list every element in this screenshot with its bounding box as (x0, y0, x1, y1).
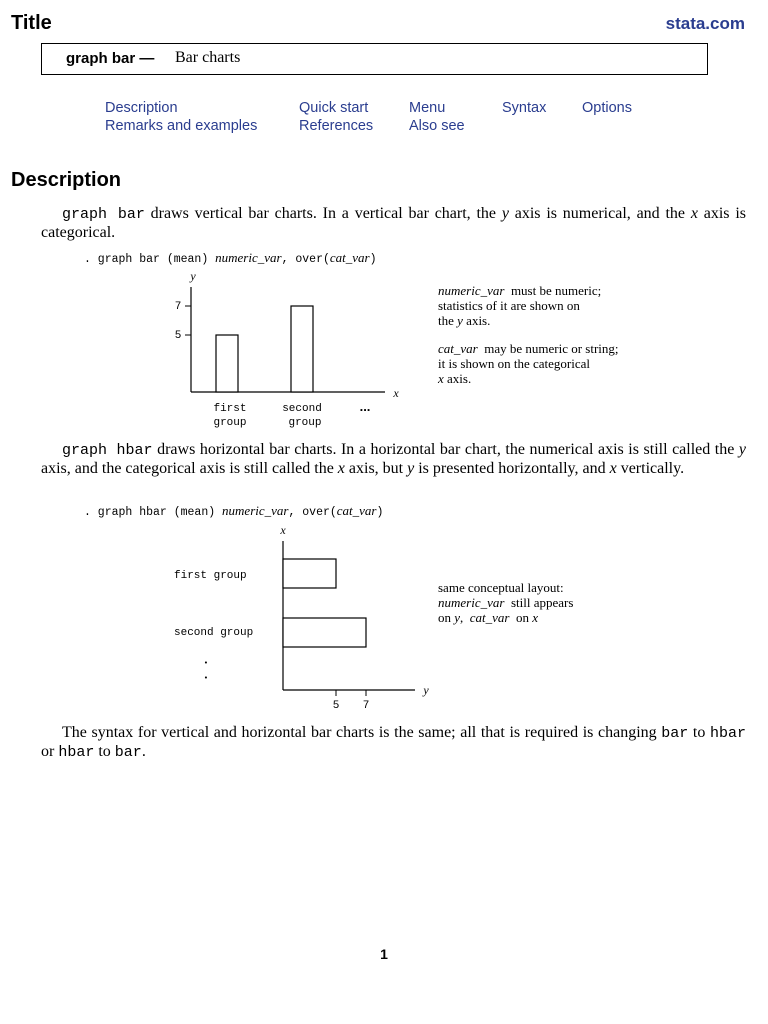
inline-code: graph bar (62, 206, 145, 223)
v-ellipsis: ... (359, 399, 371, 414)
note-var: numeric_var (438, 283, 505, 298)
text: axis, but (344, 459, 408, 477)
note-text: still appears (504, 595, 574, 610)
hbar-note (438, 580, 573, 625)
math-var: x (609, 459, 617, 477)
nav-references[interactable]: References (299, 118, 374, 134)
v-x-axis-label: x (393, 386, 399, 400)
inline-code: graph hbar (62, 442, 153, 459)
note-text: same conceptual layout: (438, 580, 564, 595)
note-var: x (438, 371, 444, 386)
note-var: y (454, 610, 461, 625)
code-text: , over( (281, 253, 330, 266)
text: axis is numerical, and the (508, 205, 691, 222)
note-text: on (438, 610, 455, 625)
inline-code: hbar (58, 743, 95, 761)
text: axis, and the categorical axis is still called the (41, 459, 338, 477)
page-title: Title (11, 12, 52, 34)
v-tick-label-5: 5 (174, 330, 182, 342)
nav-also-see[interactable]: Also see (409, 118, 465, 134)
h-cat-label-first: first group (174, 570, 247, 582)
nav-quick-start[interactable]: Quick start (299, 100, 369, 116)
text: to (94, 742, 115, 760)
v-y-axis-label: y (190, 269, 196, 283)
note-var: cat_var (469, 610, 510, 625)
note-text: it is shown on the categorical (438, 356, 590, 371)
command-name: graph bar — (66, 50, 155, 67)
section-heading: Description (11, 169, 122, 191)
note-text: must be numeric; (504, 283, 602, 298)
h-tick-label-5: 5 (332, 700, 340, 712)
inline-code: bar (661, 725, 689, 742)
code-text: . graph bar (mean) (84, 253, 216, 266)
code-text: . graph hbar (mean) (84, 506, 223, 519)
note-text: statistics of it are shown on (438, 298, 580, 313)
text: axis is categorical. (41, 205, 747, 241)
text: vertically. (616, 459, 685, 477)
note-var: y (457, 313, 463, 328)
description-paragraph-3 (41, 724, 746, 761)
v-cat-label-2a: second (282, 403, 322, 415)
note-text: , (460, 610, 470, 625)
h-bar-first-group (283, 559, 336, 588)
text: The syntax for vertical and horizontal bar charts is the same; all that is required is changing (62, 724, 662, 741)
code-var: numeric_var (215, 250, 282, 265)
h-x-axis-label: x (280, 523, 286, 537)
inline-code: bar (114, 743, 142, 761)
inline-code: hbar (709, 725, 746, 742)
math-var: y (738, 441, 747, 458)
command-subtitle: Bar charts (175, 49, 241, 66)
v-cat-label-2b: group (288, 417, 322, 429)
v-cat-label-1a: first (213, 403, 247, 415)
h-continuation-dot-2: • (203, 674, 209, 682)
text: draws horizontal bar charts. In a horizontal bar chart, the numerical axis is still called the (152, 441, 739, 458)
nav-description[interactable]: Description (105, 100, 178, 116)
note-text: on (509, 610, 533, 625)
note-var: cat_var (438, 341, 478, 356)
nav-options[interactable]: Options (582, 100, 632, 116)
nav-remarks[interactable]: Remarks and examples (105, 118, 258, 134)
text: draws vertical bar charts. In a vertical bar chart, the (144, 205, 502, 222)
code-text: , over( (288, 506, 337, 519)
code-var: numeric_var (222, 503, 289, 518)
h-continuation-dot-1: • (203, 659, 209, 667)
code-var: cat_var (336, 503, 377, 518)
note-text: axis. (443, 371, 472, 386)
code-var: cat_var (329, 250, 370, 265)
note-var: x (532, 610, 539, 625)
nav-menu[interactable]: Menu (409, 100, 446, 116)
brand-link[interactable]: stata.com (665, 14, 745, 33)
page-number: 1 (380, 946, 388, 962)
math-var: y (501, 205, 509, 222)
note-var: numeric_var (438, 595, 505, 610)
note-text: axis. (462, 313, 491, 328)
v-cat-label-1b: group (213, 417, 247, 429)
math-var: x (690, 205, 698, 222)
note-text: may be numeric or string; (477, 341, 619, 356)
nav-syntax[interactable]: Syntax (502, 100, 547, 116)
text: . (141, 742, 146, 760)
code-text: ) (369, 253, 377, 266)
text: to (688, 724, 710, 741)
h-cat-label-second: second group (174, 627, 254, 639)
note-text: the (438, 313, 458, 328)
h-tick-label-7: 7 (362, 700, 370, 712)
text: is presented horizontally, and (414, 459, 610, 477)
math-var: y (407, 459, 415, 477)
math-var: x (337, 459, 345, 477)
h-bar-second-group (283, 618, 366, 647)
text: or (41, 742, 59, 760)
v-tick-label-7: 7 (174, 301, 182, 313)
code-text: ) (376, 506, 384, 519)
h-y-axis-label: y (423, 683, 429, 697)
